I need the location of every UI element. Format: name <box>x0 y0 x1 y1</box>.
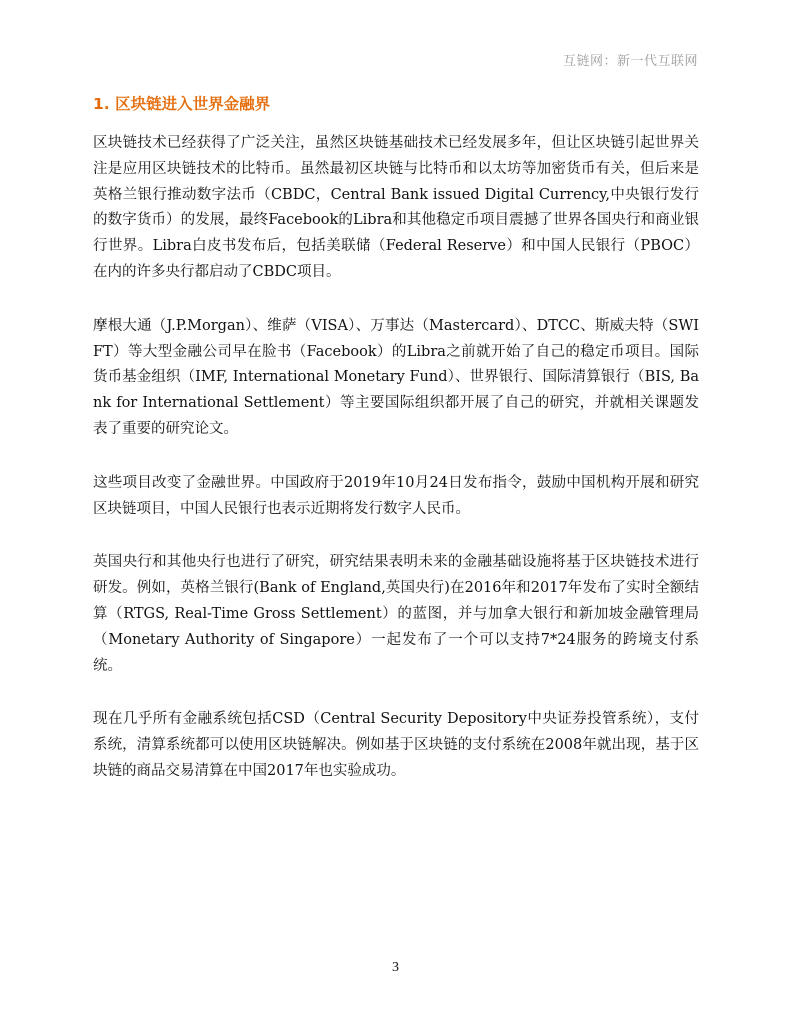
paragraph-1: 区块链技术已经获得了广泛关注，虽然区块链基础技术已经发展多年，但让区块链引起世界关注是应用区块链技术的比特币。虽然最初区块链与比特币和以太坊等加密货币有关，但后来是英格兰银行推动数字法币（CBDC，Central Bank issued Digital Currency,中央银行发行的数字货币）的发展，最终Facebook的Libra和其他稳定币项目震撼了世界各国央行和商业银行世界。Libra白皮书发布后，包括美联储（Federal Reserve）和中国人民银行（PBOC）在内的许多央行都启动了CBDC项目。 <box>93 135 699 280</box>
paragraph-4: 英国央行和其他央行也进行了研究，研究结果表明未来的金融基础设施将基于区块链技术进行研发。例如，英格兰银行(Bank of England,英国央行)在2016年和2017年发布了实时全额结算（RTGS, Real-Time Gross Settlement）的蓝图，并与加拿大银行和新加坡金融管理局（Monetary Authority of Singapore）一起发布了一个可以支持7*24服务的跨境支付系统。 <box>93 554 699 674</box>
paragraph-2: 摩根大通（J.P.Morgan）、维萨（VISA）、万事达（Mastercard）、DTCC、斯威夫特（SWIFT）等大型金融公司早在脸书（Facebook）的Libra之前就开始了自己的稳定币项目。国际货币基金组织（IMF, International Monetary Fund）、世界银行、国际清算银行（BIS, Bank for International Settlement）等主要国际组织都开展了自己的研究，并就相关课题发表了重要的研究论文。 <box>93 317 699 437</box>
body-text <box>93 131 699 813</box>
page-number: 3 <box>392 960 399 975</box>
paragraph-3: 这些项目改变了金融世界。中国政府于2019年10月24日发布指令，鼓励中国机构开展和研究区块链项目，中国人民银行也表示近期将发行数字人民币。 <box>93 474 699 517</box>
section-heading: 1. 区块链进入世界金融界 <box>93 95 271 113</box>
paragraph-5: 现在几乎所有金融系统包括CSD（Central Security Depository中央证券投管系统），支付系统，清算系统都可以使用区块链解决。例如基于区块链的支付系统在2008年就出现，基于区块链的商品交易清算在中国2017年也实验成功。 <box>93 711 699 779</box>
running-header: 互链网：新一代互联网 <box>562 54 698 69</box>
